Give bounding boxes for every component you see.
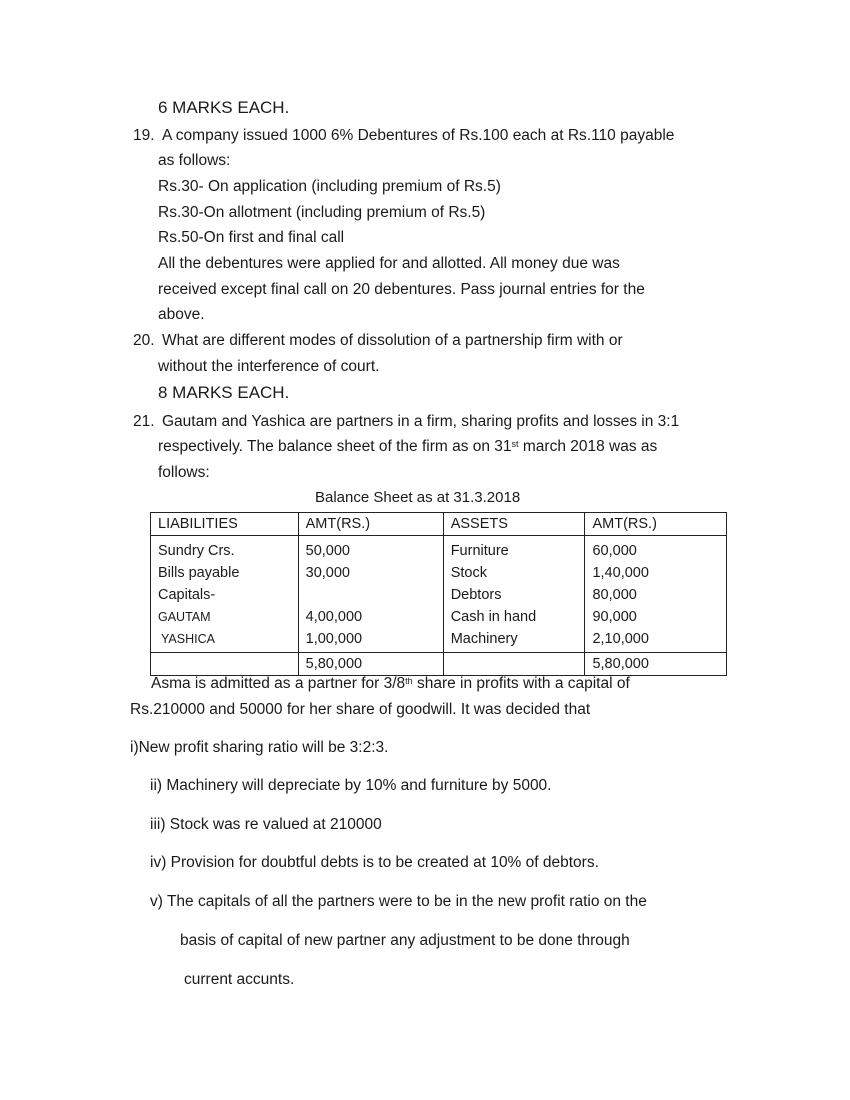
question-21-line-2-start: respectively. The balance sheet of the firm as on 31 [158,438,512,455]
asset-amount: 60,000 [592,543,637,559]
question-19-line-1: A company issued 1000 6% Debentures of Rs.100 each at Rs.110 payable [162,127,675,144]
admission-line-1-end: share in profits with a capital of [412,675,630,692]
question-20-line-1: What are different modes of dissolution of a partnership firm with or [162,332,623,349]
condition-ii: ii) Machinery will depreciate by 10% and furniture by 5000. [150,777,552,794]
total-assets-amount: 5,80,000 [585,653,727,676]
asset-amount: 80,000 [592,587,637,603]
balance-sheet-total-row [151,653,727,676]
liability-amount: 4,00,000 [305,609,363,625]
liabilities-column [151,536,299,653]
liability-item: Bills payable [158,565,240,581]
question-20-number: 20. [133,332,155,349]
question-21-line-3: follows: [158,464,210,481]
balance-sheet-body-row [151,536,727,653]
liability-amount: 30,000 [305,565,350,581]
condition-v-line-2: basis of capital of new partner any adjustment to be done through [180,932,630,949]
header-liabilities: LIABILITIES [151,513,299,536]
ordinal-suffix-st: st [511,439,519,449]
total-assets-label-cell [443,653,585,676]
total-liabilities-amount: 5,80,000 [298,653,443,676]
question-20-line-2: without the interference of court. [158,358,380,375]
question-21-number: 21. [133,413,155,430]
admission-line-2: Rs.210000 and 50000 for her share of goodwill. It was decided that [130,701,591,718]
condition-iii: iii) Stock was re valued at 210000 [150,816,382,833]
ordinal-suffix-th: th [405,676,413,686]
question-19-line-4: Rs.30-On allotment (including premium of Rs.5) [158,204,486,221]
liability-item: YASHICA [161,632,215,646]
header-assets-amount: AMT(RS.) [585,513,727,536]
liability-item: GAUTAM [158,610,211,624]
asset-item: Debtors [450,587,502,603]
assets-column [443,536,585,653]
admission-line-1 [151,674,630,694]
asset-amount: 1,40,000 [592,565,649,581]
question-21-line-2-end: march 2018 was as [518,438,658,455]
question-19-line-8: above. [158,306,205,323]
total-liabilities-label-cell [151,653,299,676]
asset-amount: 2,10,000 [592,631,649,647]
asset-item: Cash in hand [450,609,537,625]
balance-sheet-caption: Balance Sheet as at 31.3.2018 [315,489,521,506]
asset-item: Furniture [450,543,509,559]
asset-amount: 90,000 [592,609,637,625]
balance-sheet-header-row [151,513,727,536]
asset-item: Stock [450,565,487,581]
header-liabilities-amount: AMT(RS.) [298,513,443,536]
condition-iv: iv) Provision for doubtful debts is to be created at 10% of debtors. [150,854,599,871]
question-19-line-3: Rs.30- On application (including premium of Rs.5) [158,178,501,195]
question-19-line-7: received except final call on 20 debentures. Pass journal entries for the [158,281,645,298]
section-heading-8-marks: 8 MARKS EACH. [158,383,290,402]
question-19-line-5: Rs.50-On first and final call [158,229,345,246]
question-21-line-1: Gautam and Yashica are partners in a firm, sharing profits and losses in 3:1 [162,413,680,430]
asset-item: Machinery [450,631,518,647]
header-assets: ASSETS [443,513,585,536]
liability-amount [306,584,443,606]
condition-v-line-3: current accunts. [184,971,295,988]
assets-amount-column [585,536,727,653]
question-21-line-2 [158,437,657,457]
question-19-line-2: as follows: [158,152,231,169]
liability-amount: 1,00,000 [305,631,363,647]
condition-i: i)New profit sharing ratio will be 3:2:3. [130,739,389,756]
admission-line-1-start: Asma is admitted as a partner for 3/8 [151,675,406,692]
liabilities-amount-column [298,536,443,653]
balance-sheet-table [150,512,727,676]
question-19-number: 19. [133,127,155,144]
question-19-line-6: All the debentures were applied for and allotted. All money due was [158,255,620,272]
liability-amount: 50,000 [305,543,350,559]
liability-item: Capitals- [158,587,216,603]
condition-v-line-1: v) The capitals of all the partners were to be in the new profit ratio on the [150,893,647,910]
section-heading-6-marks: 6 MARKS EACH. [158,98,290,117]
liability-item: Sundry Crs. [158,543,235,559]
